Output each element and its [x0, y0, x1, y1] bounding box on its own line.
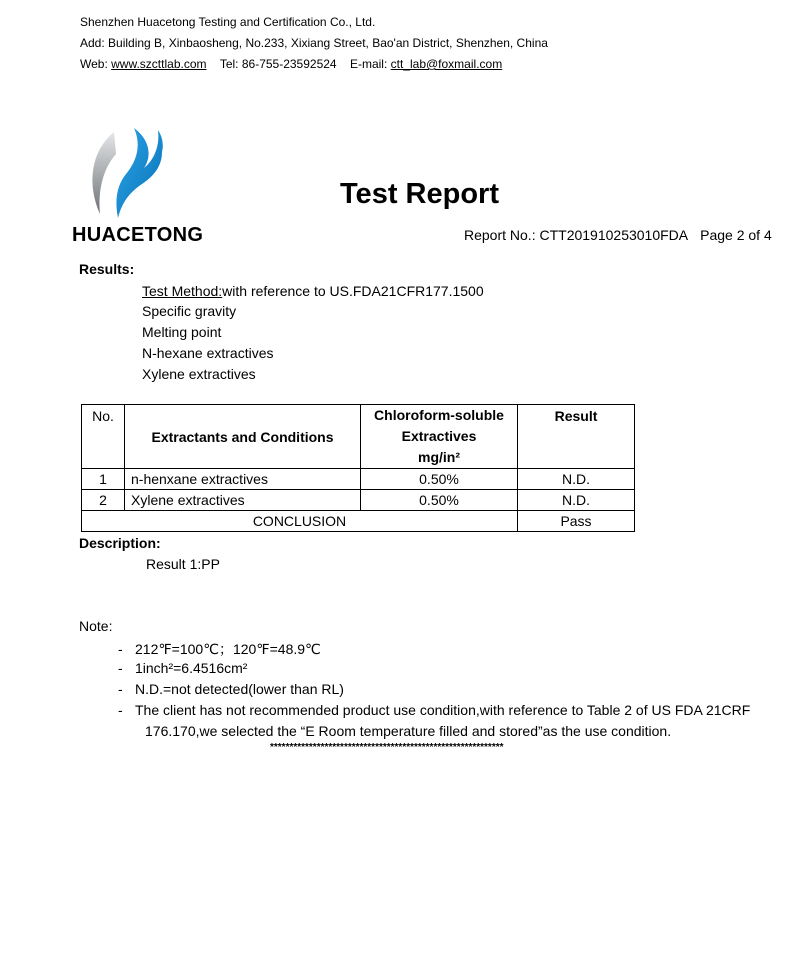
email-link[interactable]: ctt_lab@foxmail.com [390, 57, 503, 71]
header-chloroform [361, 405, 518, 469]
row-no: 1 [82, 469, 125, 490]
tel-text: Tel: 86-755-23592524 [219, 57, 337, 71]
bullet-dash: - [118, 702, 123, 718]
test-method-text: with reference to US.FDA21CFR177.1500 [222, 283, 484, 299]
method-item: Melting point [142, 324, 222, 340]
test-method-label: Test Method: [142, 283, 223, 299]
note-item [118, 702, 750, 718]
description-item: Result 1:PP [146, 556, 220, 572]
conclusion-row [82, 511, 635, 532]
method-item: N-hexane extractives [142, 345, 274, 361]
end-of-section-stars: ************************************************************ [270, 742, 504, 753]
results-table [81, 404, 635, 532]
row-no: 2 [82, 490, 125, 511]
note-text: N.D.=not detected(lower than RL) [135, 681, 344, 697]
description-label: Description: [79, 535, 161, 551]
report-number: Report No.: CTT201910253010FDA [464, 227, 689, 243]
row-value: 0.50% [361, 469, 518, 490]
note-text: 1inch²=6.4516cm² [135, 660, 248, 676]
row-result: N.D. [518, 490, 635, 511]
bullet-dash: - [118, 660, 123, 676]
note-item [118, 639, 321, 659]
table-header-row [82, 405, 635, 469]
note-continuation: 176.170,we selected the “E Room temperature filled and stored”as the use condition. [145, 723, 672, 739]
row-extractant: Xylene extractives [125, 490, 361, 511]
bullet-dash: - [118, 681, 123, 697]
header-result: Result [518, 405, 635, 469]
note-text: 212℉=100℃；120℉=48.9℃ [135, 641, 321, 657]
logo-mark-icon [72, 122, 192, 224]
note-item [118, 660, 247, 676]
header-extractants: Extractants and Conditions [125, 405, 361, 469]
row-value: 0.50% [361, 490, 518, 511]
header-chloroform-line1: Chloroform-soluble [374, 407, 504, 423]
web-link[interactable]: www.szcttlab.com [111, 57, 207, 71]
page-title: Test Report [340, 178, 499, 210]
table-row [82, 490, 635, 511]
page-number: Page 2 of 4 [700, 227, 772, 243]
note-text: The client has not recommended product use condition,with reference to Table 2 of US FDA 21CRF [135, 702, 751, 718]
company-name: Shenzhen Huacetong Testing and Certification Co., Ltd. [80, 15, 376, 29]
table-row [82, 469, 635, 490]
bullet-dash: - [118, 641, 123, 657]
brand-name: HUACETONG [72, 224, 204, 246]
header-chloroform-line3: mg/in² [418, 449, 460, 465]
note-item [118, 681, 344, 697]
row-extractant: n-henxane extractives [125, 469, 361, 490]
header-no: No. [82, 405, 125, 469]
method-item: Xylene extractives [142, 366, 256, 382]
conclusion-label: CONCLUSION [82, 511, 518, 532]
results-label: Results: [79, 261, 135, 277]
test-method-line [142, 283, 484, 299]
conclusion-result: Pass [518, 511, 635, 532]
huacetong-logo [72, 122, 192, 224]
method-item: Specific gravity [142, 303, 237, 319]
contact-line [80, 57, 502, 71]
header-chloroform-line2: Extractives [401, 428, 477, 444]
report-number-line [464, 227, 772, 243]
web-label: Web: [80, 57, 108, 71]
row-result: N.D. [518, 469, 635, 490]
company-address: Add: Building B, Xinbaosheng, No.233, Xixiang Street, Bao'an District, Shenzhen, China [80, 36, 548, 50]
email-label: E-mail: [349, 57, 388, 71]
note-label: Note: [79, 618, 113, 634]
